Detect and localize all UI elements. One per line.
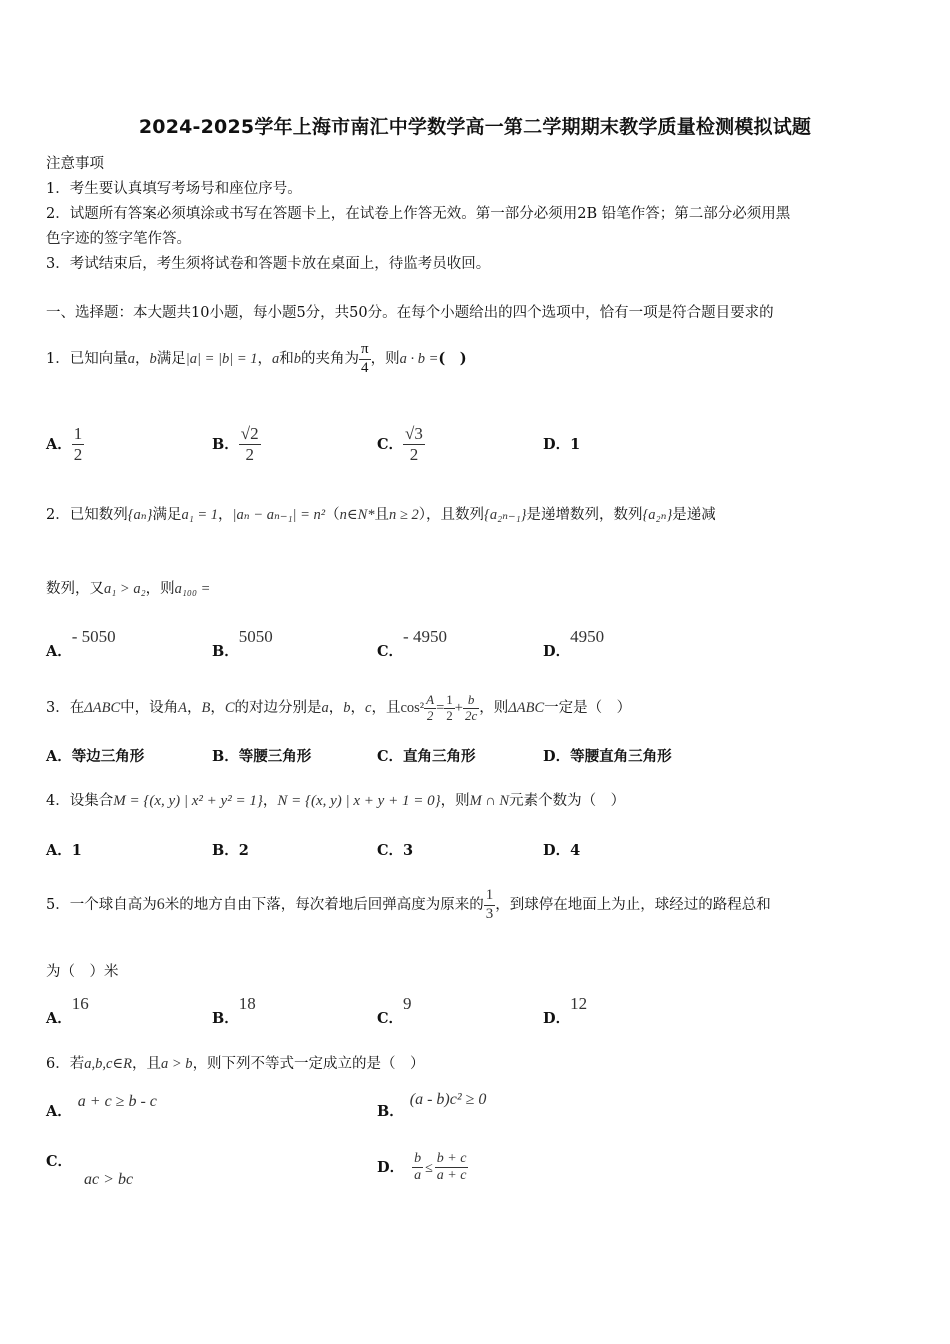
q1-angle-fraction: [359, 341, 371, 377]
q4-text: 元素个数为（ ）: [509, 793, 626, 809]
fraction-numerator: √3: [405, 424, 423, 444]
q3-equals: =: [436, 700, 445, 716]
q6-option-a: [46, 1090, 157, 1120]
option-value: 等腰三角形: [238, 748, 312, 765]
option-label: A．: [46, 842, 72, 859]
option-label: B．: [212, 436, 239, 453]
q3-fraction: [444, 693, 455, 724]
q4-text: 设集合: [69, 793, 114, 809]
fraction-numerator: 1: [73, 424, 83, 444]
fraction-numerator: 1: [484, 887, 496, 905]
q2-text: 是递减: [672, 507, 716, 523]
question-1: [46, 336, 467, 382]
q3-fraction: [424, 693, 436, 724]
q4-comma: ，: [262, 793, 278, 809]
option-value: 等腰直角三角形: [570, 748, 672, 765]
q1-option-c: [377, 418, 425, 471]
option-label: A．: [46, 1103, 72, 1120]
q2-text: ），且数列: [418, 507, 485, 523]
q5-text: 米的地方自由下落，每次着地后回弹高度为原来的: [164, 897, 484, 913]
question-number: 2．: [46, 507, 70, 523]
question-5: [46, 874, 771, 936]
q1-option-a: [46, 418, 84, 471]
fraction-denominator: 2: [446, 707, 453, 723]
section-heading: 一、选择题：本大题共10小题，每小题5分，共50分。在每个小题给出的四个选项中，恰有一项是符合题目要求的: [46, 305, 774, 321]
q1-comma: ，: [257, 351, 272, 367]
option-value: 16: [71, 994, 89, 1013]
q3-comma: ，: [187, 700, 202, 716]
option-value: 4: [570, 842, 581, 859]
q6-option-c: [46, 1153, 134, 1188]
fraction-numerator: √2: [240, 424, 259, 444]
q5-text: 一个球自高为: [69, 897, 157, 913]
option-label: A．: [46, 748, 72, 765]
question-5-cont: 为（ ）米: [46, 964, 119, 980]
q1-text: 满足: [156, 351, 186, 367]
question-2-cont: [46, 574, 210, 604]
option-value: 18: [238, 994, 256, 1013]
option-fraction: [403, 424, 425, 464]
q6-text: ，且: [132, 1056, 162, 1072]
q3-comma: ，: [350, 700, 366, 716]
q2-text: 是递增数列，数列: [526, 507, 643, 523]
q6-option-b: [377, 1088, 487, 1120]
option-value: 2: [238, 842, 249, 859]
q3-math: c: [365, 700, 372, 716]
option-value: 9: [403, 994, 412, 1013]
q3-comma: ，: [210, 700, 225, 716]
option-label: B．: [377, 1103, 404, 1120]
q2-math: n∈N*: [339, 507, 375, 523]
q3-option-c: [377, 745, 476, 766]
option-value: 直角三角形: [403, 748, 476, 765]
question-number: 6．: [46, 1056, 70, 1072]
q2-text: 满足: [152, 507, 182, 523]
q1-math-a: a: [127, 351, 135, 367]
q5-math: 6: [156, 896, 165, 913]
question-number: 3．: [46, 700, 70, 716]
page-title: 2024-2025学年上海市南汇中学数学高一第二学期期末教学质量检测模拟试题: [138, 116, 812, 138]
fraction-denominator: 2: [409, 445, 419, 464]
q1-text: ，则: [370, 351, 400, 367]
option-value: 12: [570, 994, 588, 1013]
q2-math: a₁ > a₂: [104, 581, 146, 597]
q2-text: 已知数列: [69, 507, 128, 523]
question-2: [46, 500, 716, 530]
q5-text: ，到球停在地面上为止，球经过的路程总和: [495, 897, 771, 913]
q2-text: （: [325, 507, 340, 523]
q1-option-d: [543, 418, 580, 471]
q3-comma: ，: [328, 700, 344, 716]
q1-option-b: [212, 418, 261, 471]
q2-text: 且: [374, 507, 390, 523]
option-label: B．: [212, 643, 239, 660]
question-number: 1．: [46, 351, 70, 367]
fraction-denominator: a: [414, 1168, 422, 1183]
q6-option-d: [377, 1145, 468, 1191]
option-label: C．: [377, 748, 404, 765]
option-label: C．: [377, 436, 404, 453]
q2-comma: ，: [218, 507, 233, 523]
option-value: 等边三角形: [71, 748, 145, 765]
question-number: 5．: [46, 897, 70, 913]
q5-option-c: [377, 993, 412, 1027]
q5-option-d: [543, 993, 588, 1027]
option-fraction: [72, 424, 85, 464]
fraction-numerator: π: [359, 341, 371, 359]
q2-math: {a₂ₙ₋₁}: [484, 507, 527, 523]
q3-text: ，且: [371, 700, 401, 716]
q3-math-cos: cos²: [400, 700, 425, 716]
option-label: D．: [543, 643, 571, 660]
option-value: 4950: [570, 627, 605, 646]
option-label: C．: [377, 1010, 404, 1027]
question-number: 4．: [46, 793, 70, 809]
fraction-denominator: a + c: [436, 1168, 467, 1183]
option-label: D．: [543, 1010, 571, 1027]
q3-math: b: [343, 700, 351, 716]
q4-option-d: [543, 839, 580, 860]
q2-math: a₁ = 1: [181, 507, 219, 523]
fraction-numerator: 1: [446, 691, 453, 707]
note-item-3: 3．考试结束后，考生须将试卷和答题卡放在桌面上，待监考员收回。: [46, 256, 491, 272]
q2-option-a: [46, 626, 116, 660]
q3-fraction: [463, 693, 479, 724]
q4-text: ，则: [440, 793, 470, 809]
fraction-denominator: 3: [485, 905, 494, 922]
fraction-numerator: b + c: [435, 1151, 469, 1168]
q4-option-a: [46, 839, 82, 860]
q4-math-set-m: M = {(x, y) | x² + y² = 1}: [113, 793, 263, 809]
q2-math: n ≥ 2: [389, 507, 419, 523]
q1-math-norms: |a| = |b| = 1: [185, 351, 258, 367]
q2-option-b: [212, 626, 273, 660]
question-3: [46, 686, 631, 730]
q2-text: ，则: [145, 581, 175, 597]
question-4: [46, 786, 625, 816]
q5-fraction: [484, 887, 496, 923]
q3-text: ，则: [479, 700, 509, 716]
q1-math-a: a: [272, 351, 280, 367]
option-label: D．: [543, 842, 571, 859]
q3-text: 一定是（ ）: [544, 700, 632, 716]
fraction-numerator: A: [426, 691, 435, 707]
notes-heading: 注意事项: [46, 156, 104, 172]
question-6: [46, 1052, 425, 1073]
q2-text: 数列，又: [46, 581, 104, 597]
q5-option-b: [212, 993, 256, 1027]
q2-option-d: [543, 626, 605, 660]
q3-plus: +: [454, 700, 463, 716]
fraction-denominator: 2c: [464, 707, 478, 723]
q3-option-d: [543, 745, 672, 766]
option-label: D．: [543, 436, 571, 453]
q3-math: B: [201, 700, 211, 716]
q6-text: 若: [69, 1056, 85, 1072]
option-label: C．: [46, 1153, 73, 1170]
q3-text: 中，设角: [120, 700, 179, 716]
option-fraction: [435, 1151, 469, 1184]
relation-sign: ≤: [425, 1161, 433, 1176]
q1-comma: ，: [134, 351, 150, 367]
q1-math-b: b: [293, 351, 301, 367]
q1-answer-paren: ( ): [438, 350, 467, 367]
option-value: 3: [403, 842, 414, 859]
fraction-denominator: 2: [426, 707, 434, 723]
note-item-2-cont: 色字迹的签字笔作答。: [46, 231, 191, 247]
q2-math: {aₙ}: [127, 507, 153, 523]
option-label: C．: [377, 643, 404, 660]
option-value: 1: [71, 842, 82, 859]
option-label: D．: [543, 748, 571, 765]
option-fraction: [239, 424, 261, 464]
option-fraction: [412, 1151, 423, 1184]
option-value: 5050: [238, 627, 273, 646]
option-value: 1: [570, 436, 581, 453]
q1-math-dot: a · b =: [399, 351, 439, 367]
option-label: C．: [377, 842, 404, 859]
q3-math: A: [178, 700, 187, 716]
q3-math: C: [224, 700, 235, 716]
note-item-2: 2．试题所有答案必须填涂或书写在答题卡上，在试卷上作答无效。第一部分必须用2B 铅笔作答；第二部分必须用黑: [46, 206, 791, 222]
q2-math: |aₙ − aₙ₋₁| = n²: [232, 507, 326, 523]
fraction-numerator: b: [463, 693, 479, 709]
q3-math: a: [321, 700, 329, 716]
q3-text: 的对边分别是: [234, 700, 322, 716]
q4-option-c: [377, 839, 413, 860]
option-label: A．: [46, 436, 72, 453]
q4-math-set-n: N = {(x, y) | x + y + 1 = 0}: [277, 793, 441, 809]
q4-option-b: [212, 839, 249, 860]
q6-math: a,b,c∈R: [84, 1056, 133, 1072]
q2-math: a₁₀₀ =: [174, 581, 211, 597]
q3-text: 在: [69, 700, 85, 716]
q3-math: ΔABC: [508, 700, 545, 716]
note-item-1: 1．考生要认真填写考场号和座位序号。: [46, 181, 302, 197]
q3-option-b: [212, 745, 311, 766]
fraction-denominator: 2: [245, 445, 254, 464]
q2-option-c: [377, 626, 447, 660]
q1-math-b: b: [149, 351, 157, 367]
q3-math: ΔABC: [84, 700, 121, 716]
option-label: B．: [212, 1010, 239, 1027]
option-label: D．: [377, 1159, 405, 1176]
option-value: a + c ≥ b - c: [77, 1093, 157, 1110]
fraction-denominator: 4: [361, 359, 369, 376]
q1-text: 已知向量: [69, 351, 128, 367]
option-label: A．: [46, 1010, 72, 1027]
q4-math: M ∩ N: [469, 793, 510, 809]
q2-math: {a₂ₙ}: [642, 507, 673, 523]
fraction-denominator: 2: [73, 445, 83, 464]
option-label: A．: [46, 643, 72, 660]
q6-text: ，则下列不等式一定成立的是（ ）: [192, 1056, 425, 1072]
option-value: ac > bc: [84, 1171, 134, 1188]
option-value: - 5050: [71, 627, 116, 646]
q1-text: 和: [279, 351, 294, 367]
q6-math: a > b: [161, 1056, 193, 1072]
option-label: B．: [212, 748, 239, 765]
q3-option-a: [46, 745, 144, 766]
fraction-numerator: b: [412, 1151, 423, 1168]
option-value: - 4950: [403, 627, 447, 646]
option-value: (a - b)c² ≥ 0: [409, 1091, 487, 1108]
q1-text: 的夹角为: [301, 351, 359, 367]
q5-option-a: [46, 993, 89, 1027]
option-label: B．: [212, 842, 239, 859]
